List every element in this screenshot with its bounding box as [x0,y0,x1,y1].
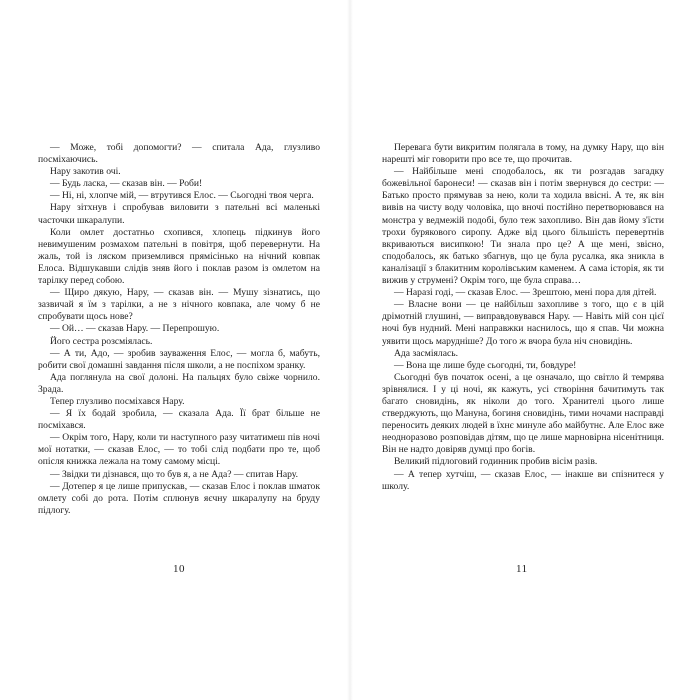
paragraph: — Ні, ні, хлопче мій, — втрутився Елос. — Сьогодні твоя черга. [50,190,314,202]
paragraph: Нару зітхнув і спробував виловити з пательні всі маленькі часточки шкаралупи. [38,202,320,226]
paragraph: Ада засміялась. [394,347,458,359]
left-page-text [38,142,320,517]
paragraph: — Наразі годі, — сказав Елос. — Зрештою, мені пора для дітей. [394,287,657,299]
paragraph: — Окрім того, Нару, коли ти наступного разу читатимеш пів ночі мої нотатки, — сказав Елос, — то тобі слід подбати про те, щоб опісля книжка лежала на тому самому місці. [38,432,320,468]
right-page-text [382,142,664,493]
paragraph: Сьогодні був початок осені, а це означало, що світло й темрява зрівнялися. І у ці ночі, як кажуть, усі створіння бачитимуть так багато сновидінь, як ніколи до того. Хранителі цього лише стверджують, що Мануна, богиня сновидінь, тими ночами насправді переносить деяких людей в їхнє минуле або майбутнє. Але Елос вже неодноразово розповідав дітям, що це лише марновірна нісенітниця. Він не надто довіряв думці про богів. [382,371,664,456]
paragraph: Нару закотив очі. [50,166,121,178]
paragraph: Його сестра розсміялась. [50,335,153,347]
paragraph: Великий підлоговий годинник пробив вісім разів. [394,456,598,468]
paragraph: Перевага бути викритим полягала в тому, на думку Нару, що він нарешті міг говорити про все те, що прочитав. [382,142,664,166]
paragraph: — Власне вони — це найбільш захопливе з того, що є в цій дрімотній глушині, — виправдовувався Нару. — Навіть мій сон цієї ночі був нудний. Мені направжки наснилось, що я спав. Чи можна уявити щось марудніше? До того ж вчора була ніч сновидінь. [382,299,664,347]
paragraph: Коли омлет достатньо схопився, хлопець підкинув його невимушеним розмахом пательні в повітря, щоб перевернути. На жаль, той із ляском приземлився прямісінько на нічний ковпак Елоса. Відшукавши слідів зняв його і поклав разом із омлетом на тарілку перед собою. [38,226,320,287]
left-page-number: 10 [173,563,185,575]
paragraph: Тепер глузливо посміхався Нару. [50,395,185,407]
paragraph: — Дотепер я це лише припускав, — сказав Елос і поклав шматок омлету собі до рота. Потім сплюнув яєчну шкаралупу на бруду підлогу. [38,480,320,516]
paragraph: — А тепер хутчіш, — сказав Елос, — інакше ви спізнитеся у школу. [382,468,664,492]
paragraph: Ада поглянула на свої долоні. На пальцях було свіже чорнило. Зрада. [38,371,320,395]
paragraph: — Будь ласка, — сказав він. — Роби! [50,178,203,190]
paragraph: — Звідки ти дізнався, що то був я, а не Ада? — спитав Нару. [50,468,299,480]
paragraph: — Ой… — сказав Нару. — Перепрошую. [50,323,220,335]
paragraph: — Щиро дякую, Нару, — сказав він. — Мушу зізнатись, що зазвичай я їм з тарілки, а не з нічного ковпака, але чому б не спробувати щось нове? [38,287,320,323]
paragraph: — Найбільше мені сподобалось, як ти розгадав загадку божевільної баронеси! — сказав він і потім звернувся до сестри: — Батько просто прямував за нею, коли та ходила ввісні. А те, як він вивів на чисту воду чоловіка, що вночі постійно перетворювався на монстра у ведмежій подобі, було теж захопливо. Він дав йому з'їсти трохи бурякового сиропу. Адже від цього більшість перевертнів вкриваються висипкою! Ти знала про це? А ще мені, звісно, сподобалось, як батько збагнув, що це була русалка, яка зникла в каналізації з блакитним королівським каменем. А сама історія, як ти вижив у струмені? Окрім того, ще була справа… [382,166,664,287]
paragraph: — Я їх бодай зробила, — сказала Ада. Її брат більше не посміхався. [38,408,320,432]
paragraph: — Може, тобі допомогти? — спитала Ада, глузливо посміхаючись. [38,142,320,166]
right-page-number: 11 [516,563,528,575]
paragraph: — А ти, Адо, — зробив зауваження Елос, — могла б, мабуть, робити свої домашні завдання після школи, а не поспіхом зранку. [38,347,320,371]
page-gutter [347,0,353,700]
paragraph: — Вона ще лише буде сьогодні, ти, бовдуре! [394,359,577,371]
